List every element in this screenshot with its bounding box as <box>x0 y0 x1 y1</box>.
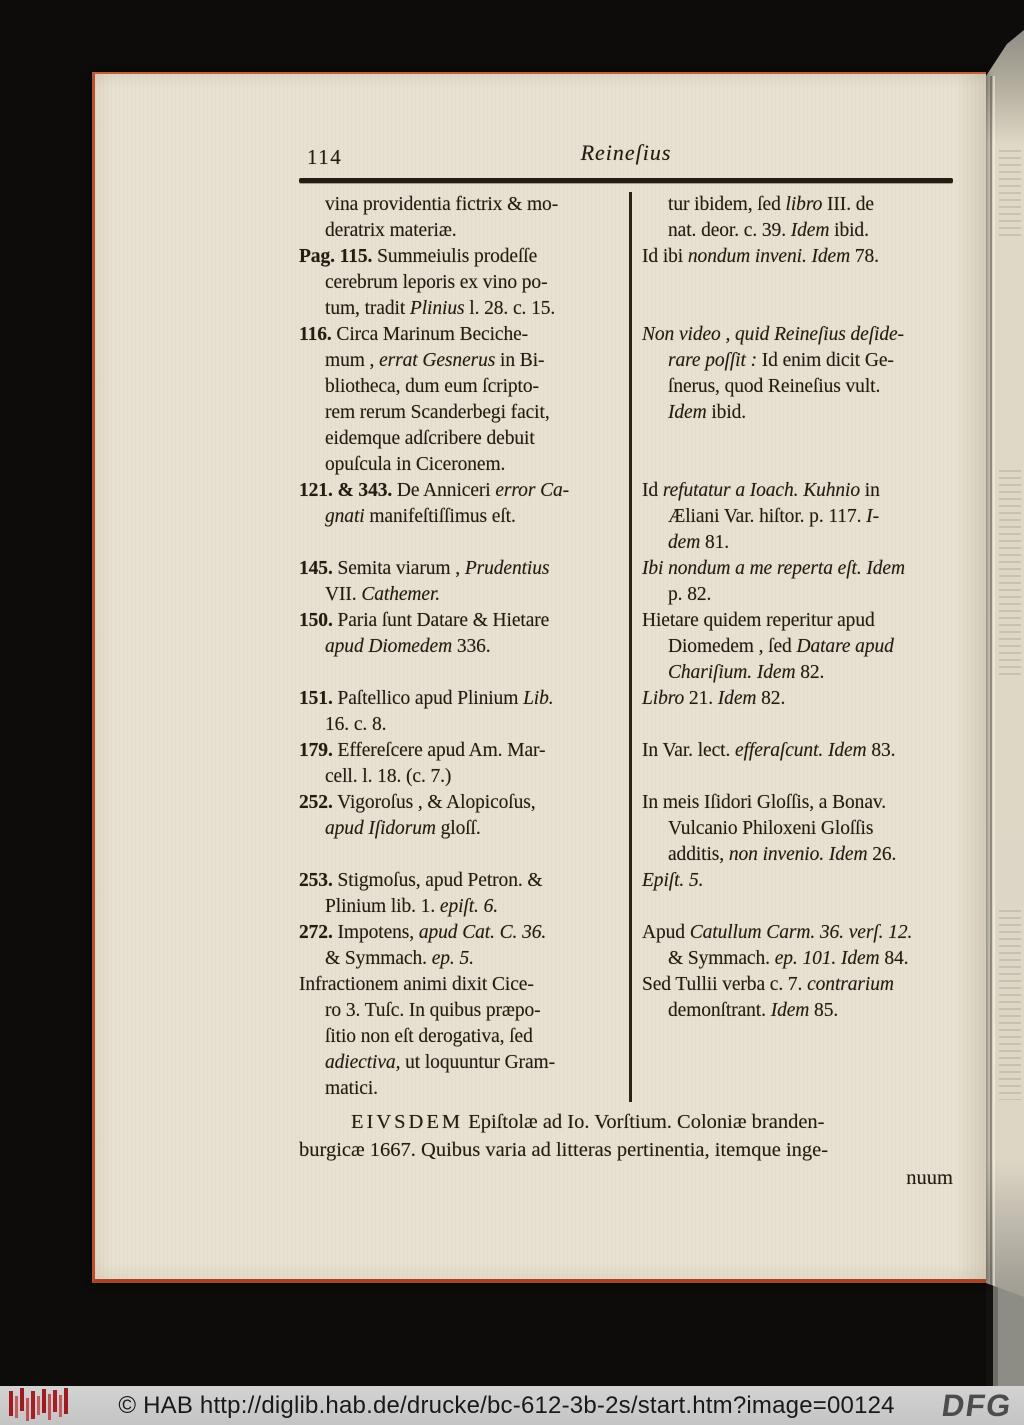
text-segment: Epiſtolæ ad Io. Vorſtium. Coloniæ branden- <box>463 1111 825 1133</box>
entry-line <box>642 998 953 1024</box>
text-segment: Impotens, <box>332 922 419 943</box>
entry-line <box>642 556 953 582</box>
entry-line <box>299 556 629 582</box>
text-segment: Pag. 115. <box>299 246 373 267</box>
text-segment: Non video , quid Reineſius deſide- <box>642 324 904 345</box>
entry-line <box>299 1076 629 1102</box>
entry-line <box>642 400 953 426</box>
text-segment: Paria ſunt Datare & Hietare <box>332 610 550 631</box>
entry-line <box>642 660 953 686</box>
entry-line <box>299 582 629 608</box>
entry-line <box>642 816 953 842</box>
index-row-right <box>629 244 953 322</box>
text-segment: cell. l. 18. (c. 7.) <box>325 766 452 787</box>
index-row-right <box>629 790 953 868</box>
copyright-url: © HAB http://diglib.hab.de/drucke/bc-612-3b-2s/start.htm?image=00124 <box>118 1391 895 1419</box>
entry-line <box>299 1108 953 1136</box>
entry-line <box>642 738 953 764</box>
text-segment: Idem <box>756 662 796 683</box>
text-segment: Ibi nondum a me reperta eſt. <box>642 558 862 579</box>
index-row <box>299 556 953 608</box>
entry-line <box>642 218 953 244</box>
text-segment: dem <box>668 532 701 553</box>
text-segment: Stigmoſus, apud Petron. & <box>332 870 543 891</box>
index-row-right <box>629 920 953 972</box>
text-segment: tum, tradit <box>325 298 410 319</box>
text-segment: ibid. <box>829 220 869 241</box>
entry-line <box>299 972 629 998</box>
text-segment: Sed Tullii verba c. 7. <box>642 974 808 995</box>
text-segment: rem rerum Scanderbegi facit, <box>325 402 550 423</box>
entry-line <box>642 608 953 634</box>
dfg-logo: DFG <box>939 1387 1015 1423</box>
index-row-right <box>629 322 953 478</box>
entry-line <box>642 530 953 556</box>
index-row-right <box>629 738 953 790</box>
entry-line <box>299 946 629 972</box>
index-row <box>299 972 953 1102</box>
index-row-left <box>299 738 629 790</box>
text-segment: mum , <box>325 350 380 371</box>
text-segment: non invenio. <box>728 844 825 865</box>
text-segment: Id <box>642 480 663 501</box>
text-segment: 16. c. 8. <box>325 714 387 735</box>
text-segment: error Ca- <box>495 480 570 501</box>
index-row-left <box>299 192 629 244</box>
entry-line <box>299 296 629 322</box>
index-row-left <box>299 868 629 920</box>
text-segment: matici. <box>325 1078 378 1099</box>
text-segment: opuſcula in Ciceronem. <box>325 454 506 475</box>
book-fore-edge <box>986 30 1024 1386</box>
text-segment: Infractionem animi dixit Cice- <box>299 974 534 995</box>
text-segment: efferaſcunt. <box>735 740 824 761</box>
entry-line <box>299 868 629 894</box>
text-segment: demonſtrant. <box>668 1000 771 1021</box>
index-row-right <box>629 868 953 920</box>
text-segment: gnati <box>325 506 365 527</box>
text-segment: ſitio non eſt derogativa, ſed <box>325 1026 533 1047</box>
entry-line <box>642 582 953 608</box>
index-row-right <box>629 478 953 556</box>
index-row-left <box>299 920 629 972</box>
entry-line <box>642 842 953 868</box>
entry-line <box>299 374 629 400</box>
entry-line <box>299 1164 953 1192</box>
status-bar <box>0 1386 1024 1425</box>
entry-line <box>299 478 629 504</box>
entry-line <box>642 920 953 946</box>
text-segment: Semita viarum , <box>332 558 465 579</box>
text-segment: Chariſium. <box>668 662 753 683</box>
text-segment: nuum <box>906 1167 953 1189</box>
text-segment: Paſtellico apud Plinium <box>332 688 524 709</box>
text-segment: gloſſ. <box>435 818 481 839</box>
index-row-left <box>299 322 629 478</box>
index-row <box>299 868 953 920</box>
text-segment: I- <box>866 506 879 527</box>
entry-line <box>299 816 629 842</box>
text-segment: nat. deor. c. 39. <box>668 220 791 241</box>
text-segment: nondum inveni. <box>687 246 807 267</box>
text-segment: ſnerus, quod Reineſius vult. <box>668 376 881 397</box>
text-segment: Æliani Var. hiſtor. p. 117. <box>668 506 867 527</box>
text-segment: Hietare quidem reperitur apud <box>642 610 875 631</box>
text-segment: Libro <box>642 688 685 709</box>
text-segment: 253. <box>299 870 333 891</box>
entry-line <box>299 764 629 790</box>
text-segment: Plinium lib. 1. <box>325 896 440 917</box>
text-segment: 26. <box>867 844 897 865</box>
text-segment: in Bi- <box>495 350 545 371</box>
index-row-right <box>629 608 953 686</box>
text-segment: ep. 5. <box>431 948 474 969</box>
entry-line <box>642 946 953 972</box>
text-segment: l. 28. c. 15. <box>464 298 556 319</box>
fore-edge-ghost-text <box>999 470 1021 680</box>
index-row-right <box>629 556 953 608</box>
entry-line <box>299 686 629 712</box>
text-segment: 82. <box>756 688 786 709</box>
entry-line <box>299 426 629 452</box>
entry-line <box>299 998 629 1024</box>
text-segment: Epiſt. 5. <box>642 870 704 891</box>
text-segment: vina providentia fictrix & mo- <box>325 194 559 215</box>
text-segment: ep. 101. <box>774 948 837 969</box>
index-row-left <box>299 478 629 556</box>
entry-line <box>299 634 629 660</box>
text-segment: Summeiulis prodeſſe <box>372 246 538 267</box>
text-segment: ut loquuntur Gram- <box>400 1052 555 1073</box>
text-segment: apud Iſidorum <box>325 818 436 839</box>
text-segment: burgicæ 1667. Quibus varia ad litteras pertinentia, itemque inge- <box>299 1139 829 1161</box>
text-segment: VII. <box>325 584 362 605</box>
entry-line <box>299 790 629 816</box>
text-segment: Idem <box>866 558 905 579</box>
index-row <box>299 478 953 556</box>
entry-line <box>299 920 629 946</box>
entry-line <box>642 504 953 530</box>
text-segment: refutatur a Ioach. Kuhnio <box>662 480 861 501</box>
entry-line <box>299 322 629 348</box>
index-row <box>299 920 953 972</box>
text-segment: 85. <box>809 1000 839 1021</box>
entry-line <box>299 452 629 478</box>
index-rows <box>299 192 953 1102</box>
text-segment: 116. <box>299 324 332 345</box>
book-fore-edge-bottom <box>986 1283 1024 1386</box>
index-row-left <box>299 686 629 738</box>
text-segment: 272. <box>299 922 333 943</box>
index-row <box>299 192 953 244</box>
entry-line <box>642 972 953 998</box>
text-segment: Plinius <box>409 298 465 319</box>
text-segment: 145. <box>299 558 333 579</box>
text-segment: 151. <box>299 688 333 709</box>
entry-line <box>299 738 629 764</box>
entry-line <box>299 1050 629 1076</box>
text-segment: 84. <box>879 948 909 969</box>
text-segment: Prudentius <box>464 558 550 579</box>
fore-edge-ghost-text <box>999 150 1021 240</box>
entry-line <box>299 1024 629 1050</box>
entry-line <box>642 348 953 374</box>
index-row-left <box>299 608 629 686</box>
entry-line <box>642 686 953 712</box>
index-row-right <box>629 192 953 244</box>
fore-edge-ghost-text <box>999 910 1021 1100</box>
text-segment: 83. <box>866 740 896 761</box>
book-page-scan <box>92 72 986 1283</box>
text-segment: tur ibidem, ſed <box>668 194 786 215</box>
text-segment: deratrix materiæ. <box>325 220 457 241</box>
text-segment: Cathemer. <box>361 584 441 605</box>
index-row <box>299 790 953 868</box>
text-segment: Idem <box>811 246 851 267</box>
index-row <box>299 686 953 738</box>
entry-line <box>642 192 953 218</box>
entry-line <box>642 478 953 504</box>
text-segment: Idem <box>668 402 707 423</box>
entry-line <box>642 790 953 816</box>
text-segment: contrarium <box>807 974 894 995</box>
text-segment: apud Cat. C. 36. <box>418 922 547 943</box>
text-segment: 81. <box>700 532 730 553</box>
text-segment: Diomedem , ſed <box>668 636 797 657</box>
text-segment: p. 82. <box>668 584 712 605</box>
text-segment: Catullum Carm. 36. verſ. 12. <box>689 922 913 943</box>
entry-line <box>299 712 629 738</box>
entry-line <box>642 374 953 400</box>
text-segment: EIVSDEM <box>351 1111 464 1133</box>
entry-line <box>299 244 629 270</box>
text-segment: De Anniceri <box>392 480 496 501</box>
text-segment: errat Gesnerus <box>379 350 496 371</box>
entry-line <box>642 244 953 270</box>
text-segment: Id ibi <box>642 246 688 267</box>
hab-logo-icon <box>9 1388 71 1423</box>
text-segment: Effereſcere apud Am. Mar- <box>332 740 546 761</box>
text-segment: Idem <box>840 948 880 969</box>
text-segment: 82. <box>795 662 825 683</box>
entry-line <box>299 218 629 244</box>
text-segment: 121. & 343. <box>299 480 393 501</box>
index-row-left <box>299 790 629 868</box>
text-segment: Idem <box>770 1000 810 1021</box>
text-segment: In Var. lect. <box>642 740 736 761</box>
index-row-left <box>299 972 629 1102</box>
text-segment: In meis Iſidori Gloſſis, a Bonav. <box>642 792 887 813</box>
text-segment: libro <box>785 194 823 215</box>
text-segment: Vulcanio Philoxeni Gloſſis <box>668 818 874 839</box>
text-segment: rare poſſit : <box>668 350 757 371</box>
index-row-left <box>299 556 629 608</box>
index-row <box>299 244 953 322</box>
index-row-right <box>629 972 953 1102</box>
text-segment: manifeſtiſſimus eſt. <box>364 506 516 527</box>
text-segment: 78. <box>850 246 879 267</box>
entry-line <box>299 270 629 296</box>
colophon-paragraph <box>299 1108 953 1192</box>
entry-line <box>299 192 629 218</box>
text-segment: eidemque adſcribere debuit <box>325 428 535 449</box>
text-segment: Idem <box>828 844 868 865</box>
text-segment: ro 3. Tuſc. In quibus præpo- <box>325 1000 541 1021</box>
text-segment: 179. <box>299 740 333 761</box>
entry-line <box>299 894 629 920</box>
text-segment: epiſt. 6. <box>439 896 499 917</box>
text-segment: Apud <box>642 922 690 943</box>
text-segment: 21. <box>684 688 718 709</box>
text-segment: & Symmach. <box>325 948 432 969</box>
index-row <box>299 738 953 790</box>
text-segment: Id enim dicit Ge- <box>756 350 894 371</box>
text-segment: Lib. <box>523 688 554 709</box>
text-segment: Idem <box>827 740 867 761</box>
text-segment: apud Diomedem <box>325 636 453 657</box>
text-segment: in <box>860 480 880 501</box>
text-segment: 150. <box>299 610 333 631</box>
text-segment: Idem <box>790 220 830 241</box>
text-segment: 252. <box>299 792 333 813</box>
page-header <box>299 140 953 176</box>
entry-line <box>299 348 629 374</box>
entry-line <box>642 634 953 660</box>
header-rule <box>299 178 953 183</box>
text-segment: Vigoroſus , & Alopicoſus, <box>332 792 536 813</box>
text-segment: bliotheca, dum eum ſcripto- <box>325 376 539 397</box>
text-segment: & Symmach. <box>668 948 775 969</box>
entry-line <box>642 868 953 894</box>
text-segment: Circa Marinum Beciche- <box>331 324 529 345</box>
index-row-left <box>299 244 629 322</box>
text-segment: adiectiva, <box>325 1052 401 1073</box>
entry-line <box>299 1136 953 1164</box>
text-segment: additis, <box>668 844 729 865</box>
index-row <box>299 608 953 686</box>
text-segment: III. de <box>822 194 874 215</box>
running-title: Reineſius <box>580 140 672 165</box>
entry-line <box>299 608 629 634</box>
text-segment: ibid. <box>706 402 747 423</box>
index-row-right <box>629 686 953 738</box>
entry-line <box>299 504 629 530</box>
text-segment: 336. <box>452 636 491 657</box>
entry-line <box>642 322 953 348</box>
entry-line <box>299 400 629 426</box>
page-text-block <box>299 140 953 1192</box>
page-number: 114 <box>307 145 343 169</box>
text-segment: cerebrum leporis ex vino po- <box>325 272 548 293</box>
text-segment: Datare apud <box>796 636 894 657</box>
index-row <box>299 322 953 478</box>
text-segment: Idem <box>717 688 757 709</box>
